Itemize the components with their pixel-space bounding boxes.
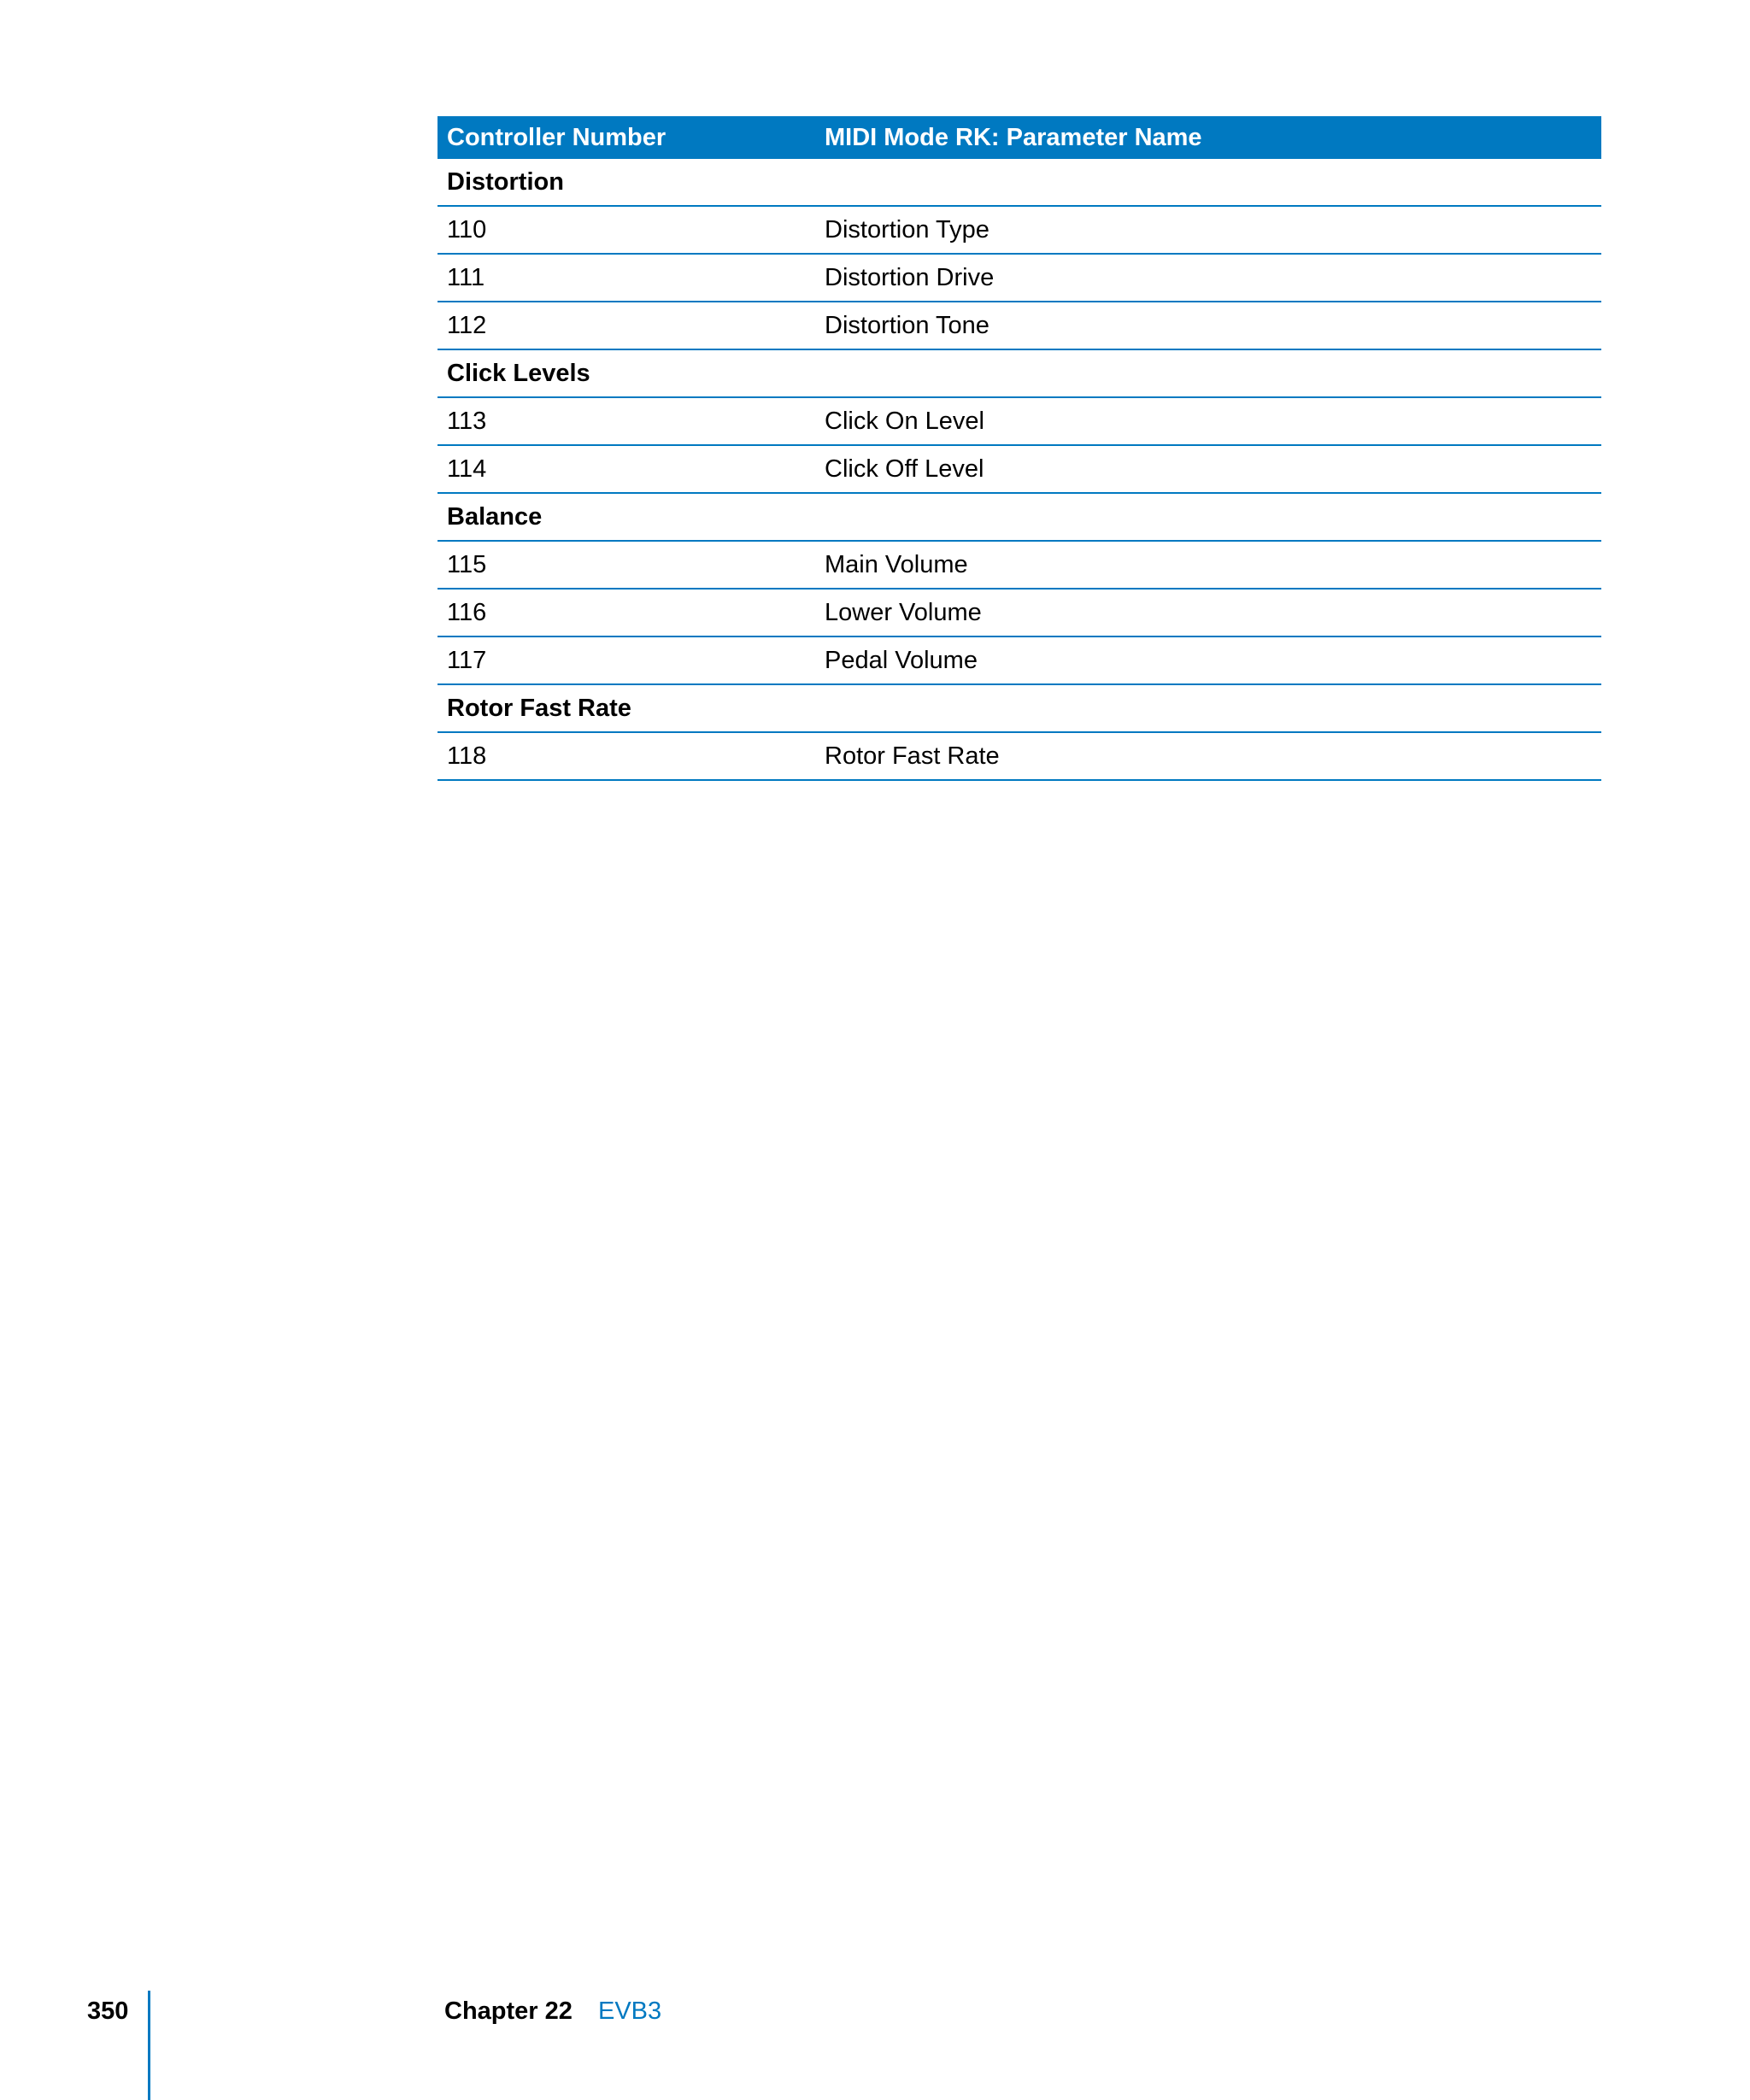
parameter-name: Distortion Tone (825, 311, 990, 339)
parameter-name: Rotor Fast Rate (825, 742, 1000, 770)
controller-number: 115 (447, 550, 487, 578)
page-number: 350 (87, 1997, 129, 2025)
controller-number: 112 (447, 311, 487, 339)
table-row (438, 590, 1601, 637)
section-label: Distortion (447, 167, 564, 196)
controller-number: 118 (447, 742, 487, 770)
parameter-name: Distortion Drive (825, 263, 995, 291)
table-section-row (438, 494, 1601, 542)
section-label: Click Levels (447, 359, 590, 387)
parameter-name: Distortion Type (825, 215, 990, 243)
parameter-name: Click On Level (825, 407, 984, 435)
table-section-row (438, 159, 1601, 207)
header-controller-number: Controller Number (447, 123, 667, 151)
parameter-name: Lower Volume (825, 598, 982, 626)
table-section-row (438, 685, 1601, 733)
table-row (438, 398, 1601, 446)
section-label: Rotor Fast Rate (447, 694, 631, 722)
table-row (438, 255, 1601, 302)
controller-number: 116 (447, 598, 487, 626)
controller-number: 111 (447, 263, 485, 291)
chapter-label: Chapter 22 (444, 1997, 573, 2025)
controller-number: 113 (447, 407, 487, 435)
controller-number: 117 (447, 646, 487, 674)
controller-number: 110 (447, 215, 487, 243)
table-row (438, 637, 1601, 685)
chapter-title: EVB3 (598, 1997, 662, 2025)
table-row (438, 446, 1601, 494)
parameter-name: Main Volume (825, 550, 968, 578)
footer-divider (148, 1991, 150, 2100)
parameter-name: Click Off Level (825, 455, 984, 483)
parameter-name: Pedal Volume (825, 646, 978, 674)
controller-table (438, 116, 1601, 781)
section-label: Balance (447, 502, 543, 531)
table-row (438, 542, 1601, 590)
table-row (438, 733, 1601, 781)
table-row (438, 302, 1601, 350)
table-header (438, 116, 1601, 159)
controller-number: 114 (447, 455, 487, 483)
table-section-row (438, 350, 1601, 398)
table-row (438, 207, 1601, 255)
header-parameter-name: MIDI Mode RK: Parameter Name (825, 123, 1202, 151)
